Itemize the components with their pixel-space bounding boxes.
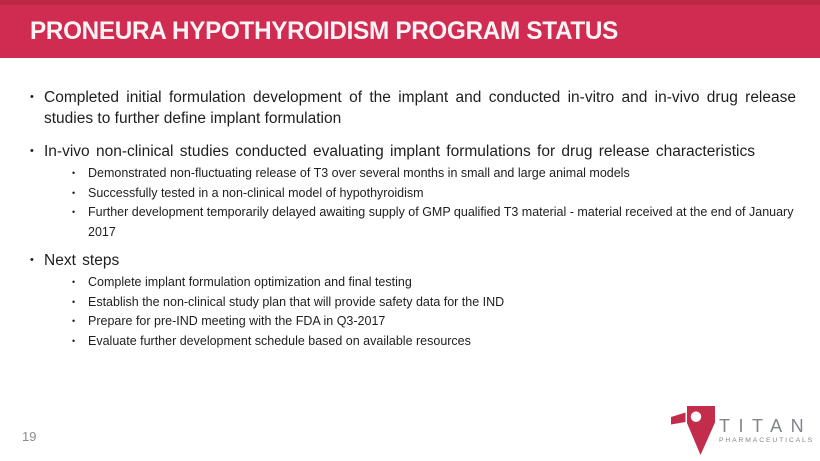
logo-title: TITAN (719, 415, 813, 436)
bullet-text: Next steps (44, 252, 120, 269)
bullet-icon: • (72, 187, 76, 198)
sub-bullet-text: Successfully tested in a non-clinical model of hypothyroidism (88, 185, 424, 200)
sub-bullet-text: Evaluate further development schedule based on available resources (88, 333, 471, 348)
sub-bullet-text: Prepare for pre-IND meeting with the FDA in Q3-2017 (88, 314, 386, 328)
bullet-icon: • (72, 316, 76, 326)
sub-bullet-text: Further development temporarily delayed awaiting supply of GMP qualified T3 material - material received at the end of January 2017 (88, 205, 794, 239)
slide-header (0, 0, 820, 58)
bullet-icon: • (72, 168, 76, 178)
sub-bullet-text: Complete implant formulation optimization and final testing (88, 275, 412, 289)
page-number: 19 (22, 429, 37, 444)
sub-bullet-text: Demonstrated non-fluctuating release of T3 over several months in small and large animal models (88, 166, 630, 180)
bullet-item (30, 141, 796, 162)
sub-bullet-item (72, 332, 796, 352)
titan-logo (670, 404, 814, 456)
bullet-item (30, 87, 796, 129)
bullet-icon: • (72, 207, 76, 217)
bullet-icon: • (72, 277, 76, 287)
bullet-icon: • (30, 145, 34, 157)
sub-bullet-item (72, 293, 796, 313)
sub-bullet-item (72, 203, 796, 242)
sub-bullet-text: Establish the non-clinical study plan that will provide safety data for the IND (88, 294, 505, 309)
bullet-text: Completed initial formulation development of the implant and conducted in-vitro and in-vivo drug release studies to further define implant formulation (44, 89, 796, 127)
sub-bullet-item (72, 184, 796, 204)
logo-subtitle: PHARMACEUTICALS (719, 436, 814, 444)
bullet-text: In-vivo non-clinical studies conducted evaluating implant formulations for drug release characteristics (44, 143, 755, 160)
sub-bullet-item (72, 164, 796, 184)
bullet-icon: • (72, 296, 76, 307)
sub-bullet-group (30, 273, 796, 351)
titan-logo-mark-icon (670, 404, 716, 456)
bullet-icon: • (30, 91, 34, 103)
bullet-item (30, 250, 796, 271)
slide-body (0, 58, 820, 351)
sub-bullet-group (30, 164, 796, 242)
titan-logo-text (719, 416, 814, 445)
sub-bullet-item (72, 312, 796, 332)
sub-bullet-item (72, 273, 796, 293)
bullet-icon: • (72, 335, 76, 346)
page-title: PRONEURA HYPOTHYROIDISM PROGRAM STATUS (30, 17, 619, 45)
bullet-icon: • (30, 254, 34, 266)
